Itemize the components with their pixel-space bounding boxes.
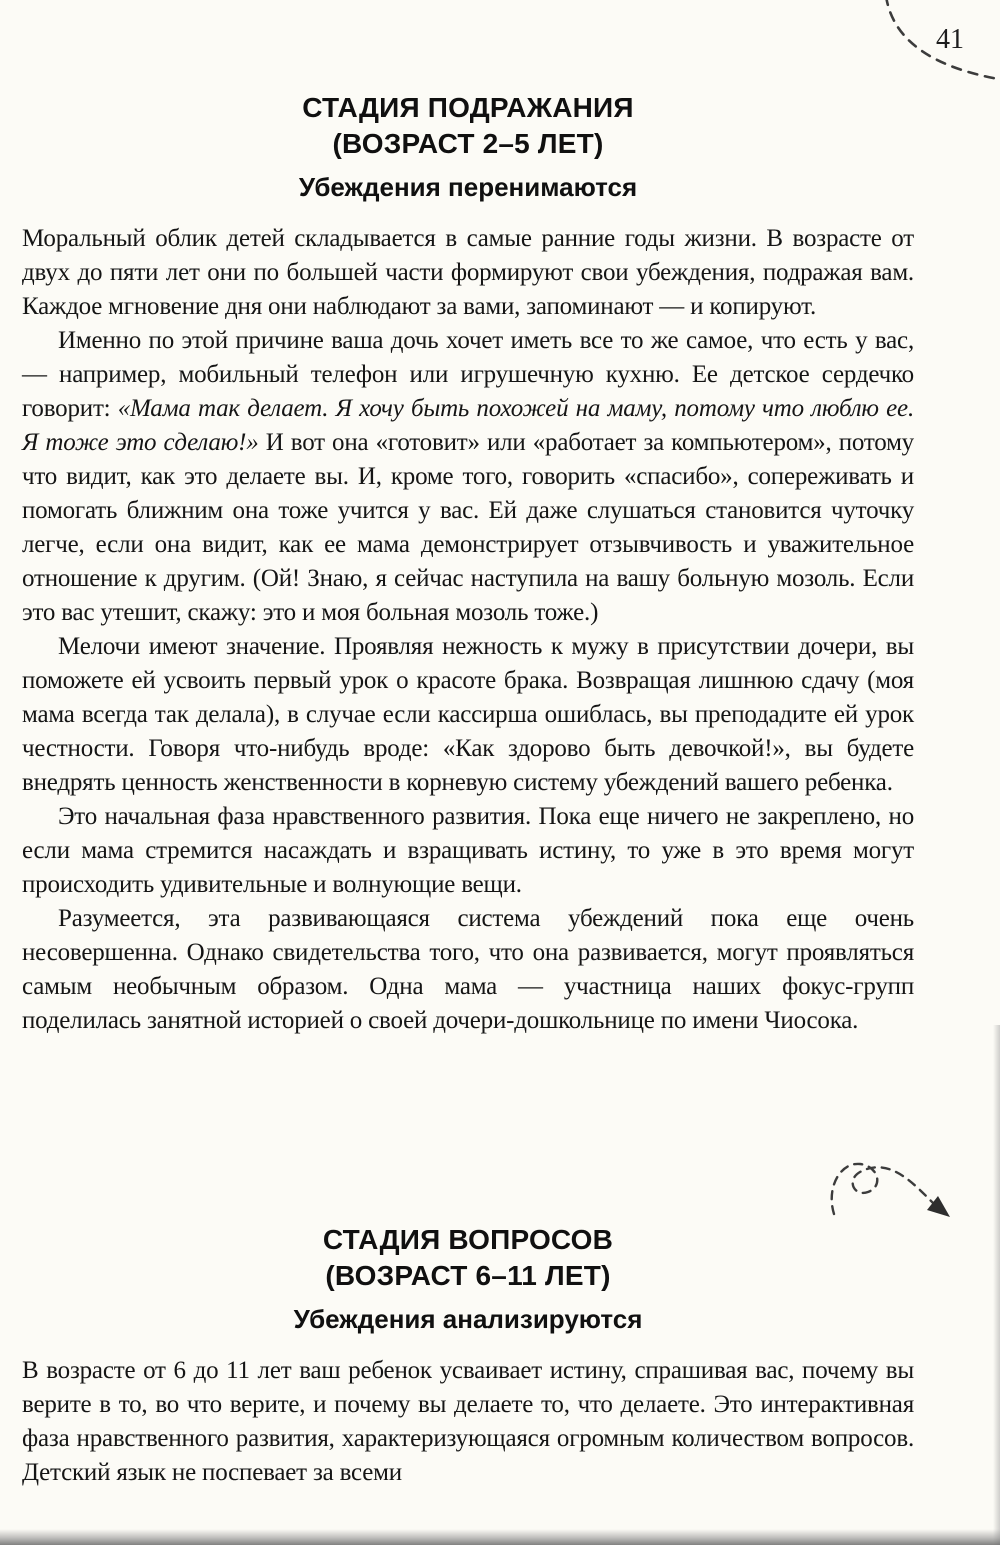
text-run: Именно по этой причине ваша дочь хочет иметь все то же самое, что есть у вас, — например, мобильный телефон или игрушечную кухню. Ее детское сердечко говорит: [22, 327, 914, 422]
scan-edge-bottom [0, 1529, 1000, 1545]
body-paragraph [22, 630, 914, 800]
section-subheading: Убеждения перенимаются [298, 172, 638, 202]
section-imitation-stage [22, 90, 914, 1038]
section-body [22, 1354, 914, 1490]
heading-line-1: СТАДИЯ ПОДРАЖАНИЯ [302, 92, 634, 123]
section-heading [22, 1222, 914, 1294]
heading-line-2: (ВОЗРАСТ 6–11 ЛЕТ) [325, 1260, 611, 1291]
text-run-italic: «Мама так делает. Я хочу быть похожей на маму, потому что люблю ее. Я тоже это сделаю!» [22, 395, 915, 456]
squiggle-arrowhead-icon [927, 1196, 950, 1217]
section-body [22, 222, 914, 1038]
body-paragraph [22, 324, 914, 630]
text-run: Мелочи имеют значение. Проявляя нежность к мужу в присутствии дочери, вы поможете ей усвоить первый урок о красоте брака. Возвращая лишнюю сдачу (моя мама всегда так делала), в случае если кассирша ошиблась, вы преподадите ей урок честности. Говоря что-нибудь вроде: «Как здорово быть девочкой!», вы будете внедрять ценность женственности в корневую систему убеждений вашего ребенка. [22, 633, 914, 796]
body-paragraph [22, 800, 914, 902]
squiggle-dashed-arrow-icon [832, 1164, 936, 1214]
text-run: Моральный облик детей складывается в самые ранние годы жизни. В возрасте от двух до пяти лет они по большей части формируют свои убеждения, подражая вам. Каждое мгновение дня они наблюдают за вами, запоминают — и копируют. [22, 225, 914, 320]
section-subheading: Убеждения анализируются [293, 1304, 643, 1334]
scan-edge-right [993, 1025, 1000, 1545]
page-number: 41 [936, 24, 964, 55]
text-run: И вот она «готовит» или «работает за компьютером», потому что видит, как это делаете вы. И, кроме того, говорить «спасибо», сопереживать и помогать ближним она тоже учится у вас. Ей даже слушаться становится чуточку легче, если она видит, как ее мама демонстрирует отзывчивость и уважительное отношение к другим. (Ой! Знаю, я сейчас наступила на вашу больную мозоль. Если это вас утешит, скажу: это и моя больная мозоль тоже.) [22, 429, 914, 626]
heading-line-1: СТАДИЯ ВОПРОСОВ [322, 1224, 614, 1255]
text-run: Разумеется, эта развивающаяся система убеждений пока еще очень несовершенна. Однако свидетельства того, что она развивается, могут проявляться самым необычным образом. Одна мама — участница наших фокус-групп поделилась занятной историей о своей дочери-дошкольнице по имени Чиосока. [22, 905, 914, 1034]
heading-line-2: (ВОЗРАСТ 2–5 ЛЕТ) [332, 128, 604, 159]
body-paragraph [22, 1354, 914, 1490]
body-paragraph [22, 902, 914, 1038]
section-heading [22, 90, 914, 162]
body-paragraph [22, 222, 914, 324]
text-run: Это начальная фаза нравственного развития. Пока еще ничего не закреплено, но если мама стремится насаждать и взращивать истину, то уже в это время могут происходить удивительные и волнующие вещи. [22, 803, 914, 898]
text-run: В возрасте от 6 до 11 лет ваш ребенок усваивает истину, спрашивая вас, почему вы верите в то, во что верите, и почему вы делаете то, что делаете. Это интерактивная фаза нравственного развития, характеризующаяся огромным количеством вопросов. Детский язык не поспевает за всеми [22, 1357, 914, 1486]
section-questions-stage [22, 1222, 914, 1490]
